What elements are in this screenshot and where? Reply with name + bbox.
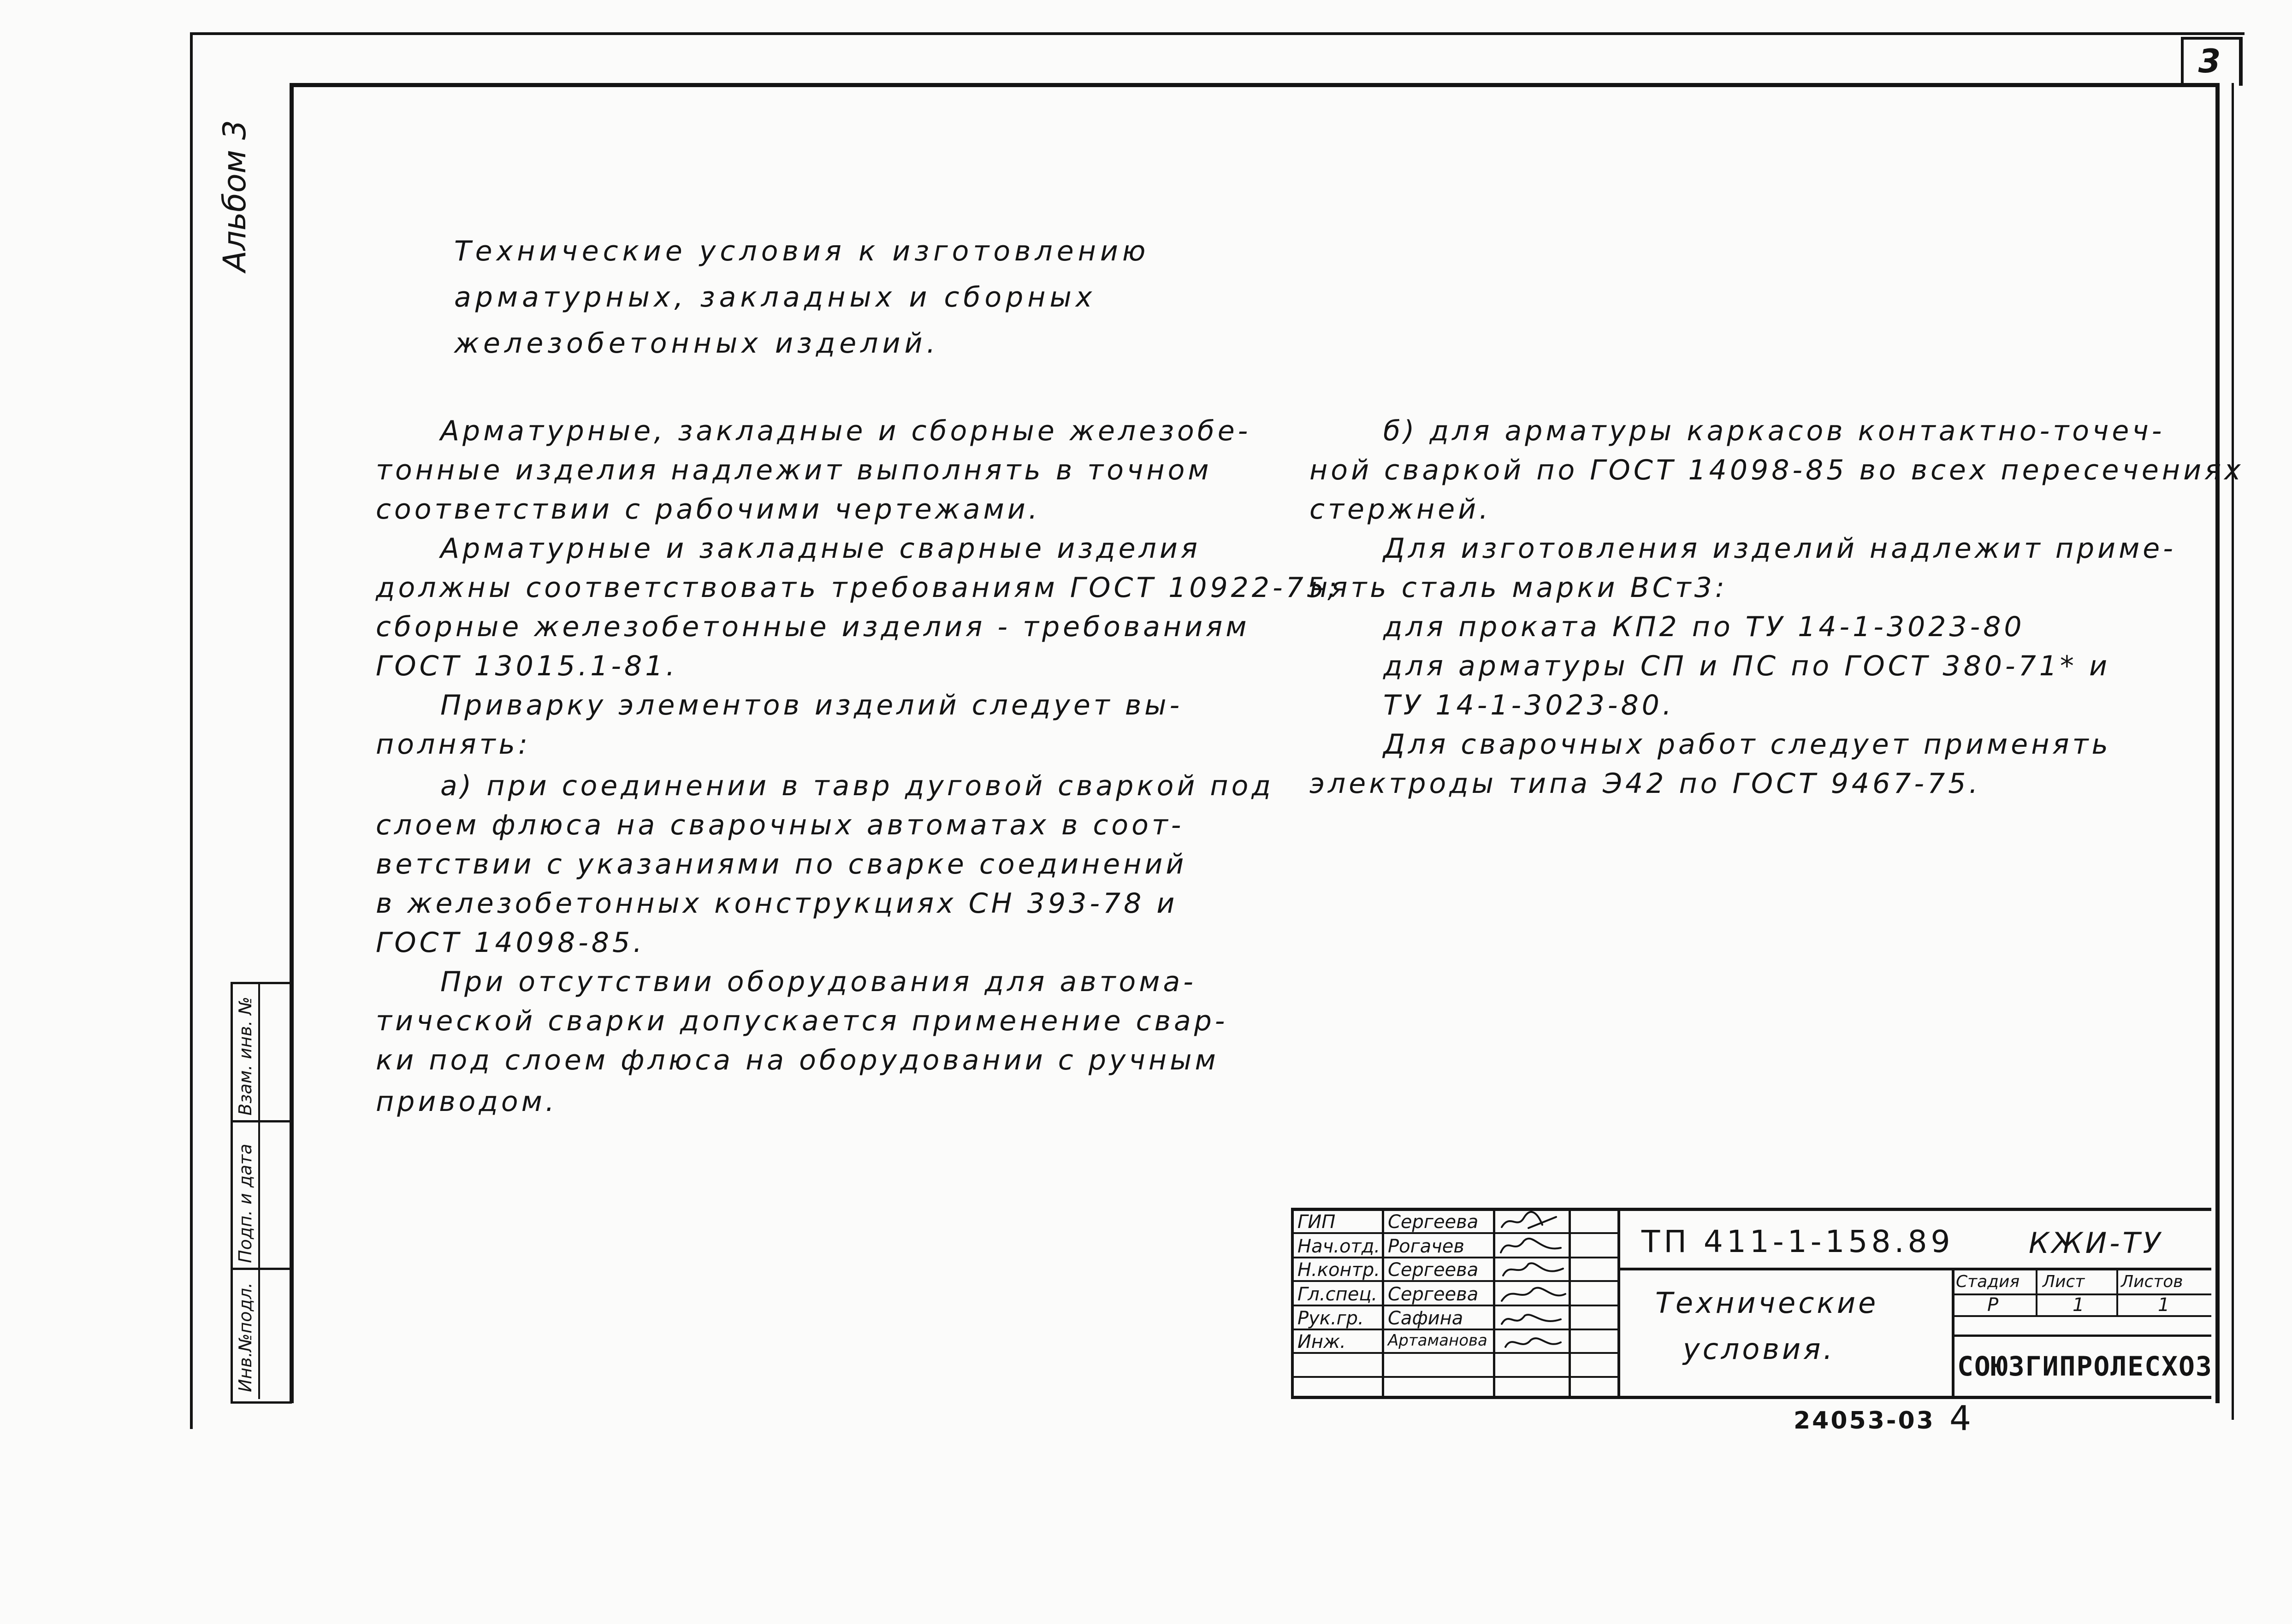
sheets-value: 1: [2158, 1294, 2170, 1316]
copy-mark: 4: [1949, 1399, 1972, 1438]
left-text-line: в железобетонных конструкциях СН 393-78 и: [376, 887, 1178, 920]
document-mark: КЖИ-ТУ: [2029, 1226, 2163, 1260]
heading-line: арматурных, закладных и сборных: [454, 281, 1096, 313]
signatures-graphic: [1496, 1209, 1570, 1356]
left-text-line: ГОСТ 14098-85.: [376, 927, 646, 959]
document-title-line: условия.: [1683, 1332, 1836, 1366]
strip-column-divider: [258, 982, 260, 1399]
left-text-line: тонные изделия надлежит выполнять в точном: [376, 454, 1212, 486]
left-text-line: а) при соединении в тавр дуговой сваркой под: [440, 770, 1274, 802]
heading-line: железобетонных изделий.: [454, 327, 940, 360]
strip-signature-label: Подп. и дата: [235, 1144, 255, 1263]
sheet-value: 1: [2073, 1294, 2085, 1316]
left-text-line: сборные железобетонные изделия - требованиям: [376, 611, 1250, 643]
stage-value: Р: [1987, 1294, 1999, 1316]
archive-number: 24053-03: [1794, 1407, 1935, 1435]
right-text-line: нять сталь марки ВСт3:: [1309, 572, 1728, 604]
left-text-line: Арматурные, закладные и сборные железобе-: [440, 415, 1251, 447]
project-code: ТП 411-1-158.89: [1641, 1224, 1954, 1259]
person-name: Сафина: [1388, 1308, 1463, 1329]
role-label: Гл.спец.: [1297, 1284, 1378, 1305]
right-text-line: Для изготовления изделий надлежит приме-: [1383, 532, 2176, 565]
person-name: Рогачев: [1388, 1236, 1464, 1257]
left-text-line: слоем флюса на сварочных автоматах в соот-: [376, 809, 1184, 841]
strip-divider: [231, 1268, 290, 1270]
role-label: Нач.отд.: [1297, 1236, 1380, 1257]
right-text-line: Для сварочных работ следует применять: [1383, 728, 2111, 761]
person-name: Сергеева: [1388, 1284, 1479, 1305]
person-name: Сергеева: [1388, 1211, 1479, 1233]
right-text-line: электроды типа Э42 по ГОСТ 9467-75.: [1309, 768, 1981, 800]
stage-header: Стадия: [1956, 1272, 2020, 1291]
left-text-line: ки под слоем флюса на оборудовании с ручным: [376, 1044, 1219, 1076]
left-text-line: При отсутствии оборудования для автома-: [440, 966, 1196, 998]
strip-inventory-label: Инв.№подл.: [235, 1282, 255, 1392]
right-text-line: для арматуры СП и ПС по ГОСТ 380-71* и: [1383, 650, 2110, 682]
left-text-line: ГОСТ 13015.1-81.: [376, 650, 678, 682]
left-text-line: тической сварки допускается применение свар-: [376, 1005, 1228, 1037]
strip-divider: [231, 1120, 290, 1122]
right-text-line: б) для арматуры каркасов контактно-точеч-: [1383, 415, 2165, 447]
right-text-line: стержней.: [1309, 493, 1492, 526]
person-name: Сергеева: [1388, 1259, 1479, 1281]
organization-name: СОЮЗГИПРОЛЕСХОЗ: [1957, 1351, 2213, 1382]
sheets-header: Листов: [2121, 1272, 2183, 1291]
left-text-line: соответствии с рабочими чертежами.: [376, 493, 1041, 526]
left-text-line: полнять:: [376, 728, 531, 761]
right-text-line: ной сваркой по ГОСТ 14098-85 во всех пересечениях: [1309, 454, 2244, 486]
album-label: Альбом 3: [217, 120, 253, 272]
document-title-line: Технические: [1655, 1286, 1879, 1320]
right-text-line: для проката КП2 по ТУ 14-1-3023-80: [1383, 611, 2025, 643]
left-text-line: ветствии с указаниями по сварке соединений: [376, 848, 1187, 880]
role-label: ГИП: [1297, 1211, 1336, 1233]
left-text-line: должны соответствовать требованиям ГОСТ 10922-75;: [376, 572, 1340, 604]
left-margin-tick: [190, 1374, 193, 1429]
page-number: 3: [2198, 42, 2221, 80]
right-margin-line: [2232, 83, 2234, 1420]
left-text-line: Арматурные и закладные сварные изделия: [440, 532, 1201, 565]
title-block: [1291, 1208, 2211, 1399]
role-label: Рук.гр.: [1297, 1308, 1364, 1329]
sheet-header: Лист: [2043, 1272, 2085, 1291]
left-text-line: Приварку элементов изделий следует вы-: [440, 689, 1183, 721]
strip-replacement-label: Взам. инв. №: [235, 996, 255, 1116]
person-name: Артаманова: [1388, 1331, 1487, 1350]
role-label: Н.контр.: [1297, 1259, 1380, 1281]
heading-line: Технические условия к изготовлению: [454, 235, 1150, 267]
right-text-line: ТУ 14-1-3023-80.: [1383, 689, 1675, 721]
left-text-line: приводом.: [376, 1086, 557, 1118]
role-label: Инж.: [1297, 1331, 1346, 1352]
